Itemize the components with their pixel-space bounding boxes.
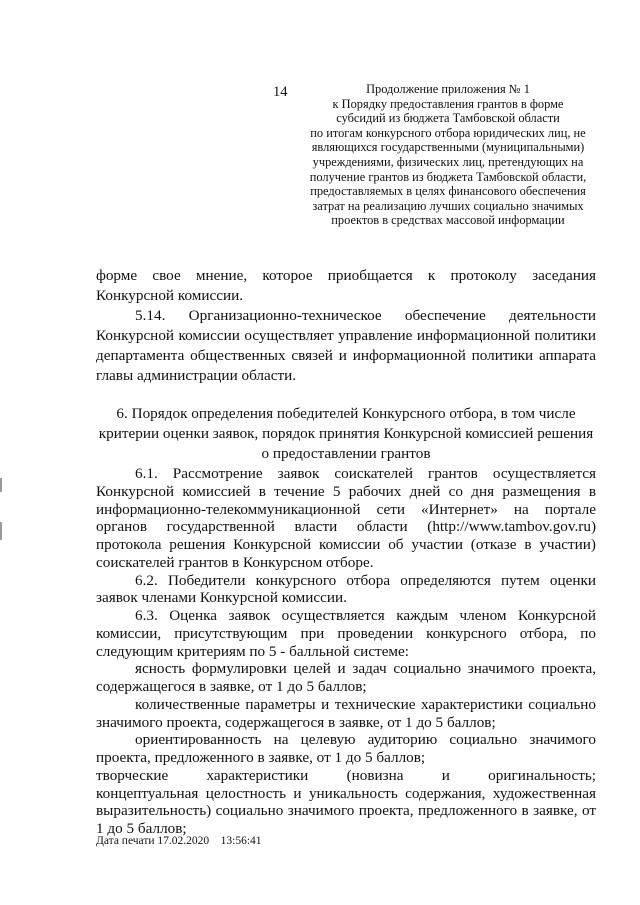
header-line: являющихся государственными (муниципальными): [311, 140, 585, 155]
body-line: 1 до 5 баллов;: [96, 820, 187, 837]
body-line: протокола решения Конкурсной комиссии об участии (отказе в участии): [96, 536, 596, 553]
scan-edge-mark: [0, 478, 2, 492]
criterion-line: творческие характеристики (новизна и оригинальность;: [96, 766, 596, 784]
body-line: департамента общественных связей и информационной политики аппарата: [96, 347, 596, 364]
page-number: 14: [273, 84, 288, 100]
body-line: следующим критериям по 5 - балльной системе:: [96, 642, 410, 660]
clause-6-3-line: 6.3. Оценка заявок осуществляется каждым членом Конкурсной: [135, 607, 596, 624]
body-line: Конкурсной комиссии осуществляет управление информационной политики: [96, 327, 596, 344]
clause-5-14-line: 5.14. Организационно-техническое обеспечение деятельности: [135, 307, 596, 324]
header-line: Продолжение приложения № 1: [366, 82, 530, 96]
body-line: комиссии, присутствующим при проведении конкурсного отбора, по: [96, 624, 596, 642]
body-line: главы администрации области.: [96, 367, 297, 384]
clause-6-1-line: 6.1. Рассмотрение заявок соискателей грантов осуществляется: [135, 465, 596, 482]
print-time: 13:56:41: [220, 835, 262, 847]
header-line: затрат на реализацию лучших социально значимых: [312, 198, 584, 213]
criterion-line: ясность формулировки целей и задач социально значимого проекта,: [135, 660, 596, 678]
body-line: форме свое мнение, которое приобщается к протоколу заседания: [96, 267, 596, 284]
clause-6-2-line: 6.2. Победители конкурсного отбора определяются путем оценки: [135, 571, 596, 589]
body-line: Конкурсной комиссией в течение 5 рабочих дней со дня размещения в: [96, 482, 596, 500]
header-line: проектов в средствах массовой информации: [331, 213, 565, 228]
body-line: выразительность) социально значимого проекта, предложенного в заявке, от: [96, 802, 596, 820]
header-line: к Порядку предоставления грантов в форме: [332, 96, 564, 111]
scan-edge-mark: [0, 522, 2, 540]
criterion-line: ориентированность на целевую аудиторию социально значимого: [135, 731, 596, 749]
body-line: проекта, предложенного в заявке, от 1 до 5 баллов;: [96, 749, 426, 766]
print-date: Дата печати 17.02.2020: [96, 835, 210, 847]
body-line: заявок членами Конкурсной комиссии.: [96, 589, 347, 607]
body-line: Конкурсной комиссии.: [96, 287, 244, 304]
body-line: содержащегося в заявке, от 1 до 5 баллов;: [96, 678, 367, 695]
header-line: по итогам конкурсного отбора юридических лиц, не: [310, 125, 586, 140]
header-line: получение грантов из бюджета Тамбовской области,: [309, 169, 587, 184]
header-line: учреждениями, физических лиц, претендующих на: [312, 154, 584, 169]
body-line: соискателей грантов в Конкурсном отборе.: [96, 553, 374, 571]
section-title-line: 6. Порядок определения победителей Конкурсного отбора, в том числе: [116, 405, 576, 422]
body-line: информационно-телекоммуникационной сети «Интернет» на портале: [96, 500, 596, 518]
body-line: значимого проекта, содержащегося в заявке, от 1 до 5 баллов;: [96, 713, 496, 731]
body-line: концептуальная целостность и уникальность содержания, художественная: [96, 784, 596, 802]
body-line: органов государственной власти области (http://www.tambov.gov.ru): [96, 518, 596, 536]
criterion-line: количественные параметры и технические характеристики социально: [135, 695, 596, 713]
section-title-line: о предоставлении грантов: [261, 445, 431, 462]
header-line: предоставляемых в целях финансового обеспечения: [310, 184, 586, 199]
header-line: субсидий из бюджета Тамбовской области: [336, 111, 560, 126]
appendix-header: [300, 82, 596, 228]
section-title-line: критерии оценки заявок, порядок принятия Конкурсной комиссией решения: [98, 425, 594, 442]
